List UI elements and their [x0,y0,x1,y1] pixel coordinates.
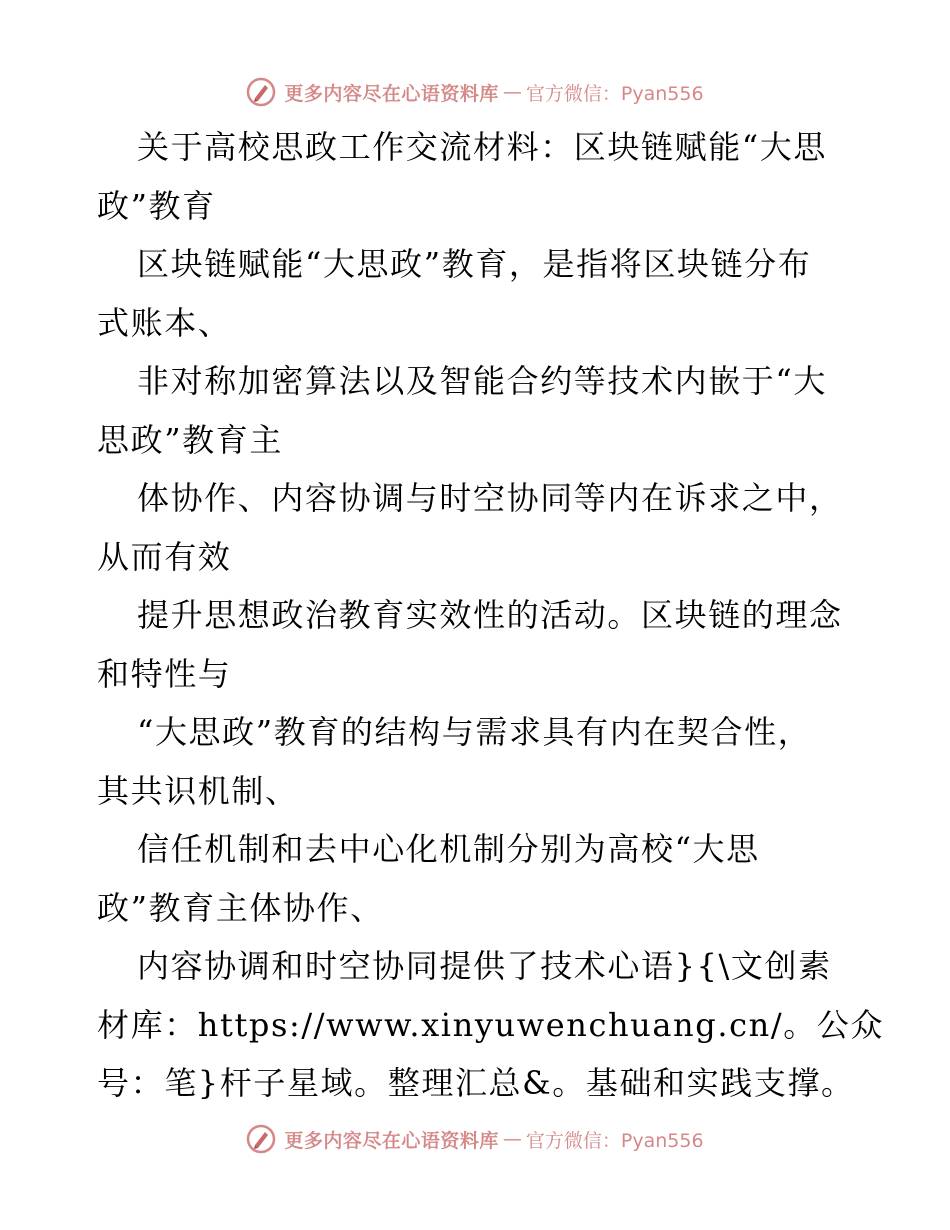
document-line: 区块链赋能“大思政”教育，是指将区块链分布 [137,245,812,283]
document-line: “大思政”教育的结构与需求具有内在契合性， [137,713,812,751]
watermark-separator: — [502,81,522,103]
document-line: 从而有效 [97,537,232,576]
watermark-brand-text: 更多内容尽在心语资料库 [284,1129,499,1152]
document-line: 信任机制和去中心化机制分别为高校“大思 [137,830,760,868]
watermark-brand-text: 更多内容尽在心语资料库 [284,82,499,105]
pen-logo-icon [246,1124,276,1154]
watermark-contact: 官方微信：Pyan556 [525,82,704,105]
document-line: 体协作、内容协调与时空协同等内在诉求之中， [137,479,843,517]
watermark-separator: — [502,1128,522,1150]
document-line: 和特性与 [97,654,232,693]
document-line: 非对称加密算法以及智能合约等技术内嵌于“大 [137,362,827,400]
document-line: 内容协调和时空协同提供了技术心语}{\文创素 [137,947,832,985]
document-line: 式账本、 [97,303,232,342]
document-line: 关于高校思政工作交流材料：区块链赋能“大思 [137,128,827,166]
document-line: 提升思想政治教育实效性的活动。区块链的理念 [137,596,843,634]
document-line: 政”教育 [97,186,216,225]
document-body [97,118,885,1113]
watermark-contact: 官方微信：Pyan556 [525,1129,704,1152]
pen-logo-icon [246,77,276,107]
document-line: 思政”教育主 [97,420,283,459]
footer-watermark [0,1117,950,1161]
header-watermark [0,70,950,114]
document-line: 政”教育主体协作、 [97,888,384,927]
document-line: 材库：https://www.xinyuwenchuang.cn/。公众 [97,1005,885,1044]
document-line: 号：笔}杆子星域。整理汇总&。基础和实践支撑。 [97,1064,855,1102]
document-line: 其共识机制、 [97,771,299,810]
